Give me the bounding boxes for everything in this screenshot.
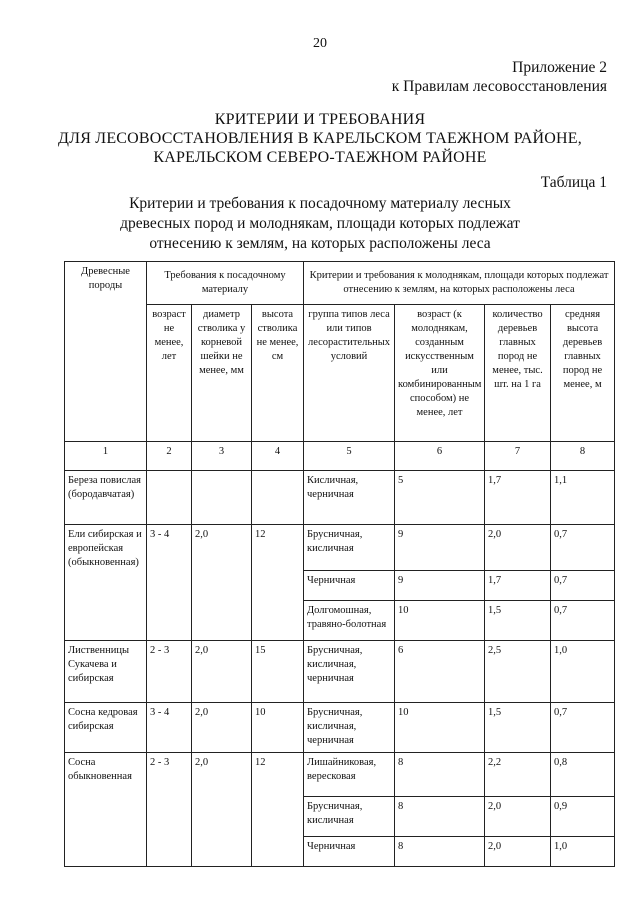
species-name: Лиственницы Сукачева и сибирская <box>65 641 147 703</box>
planting-diameter: 2,0 <box>192 753 252 867</box>
planting-age: 2 - 3 <box>147 753 192 867</box>
header-diameter: диаметр стволика у корневой шейки не менее, мм <box>192 305 252 442</box>
forest-type: Брусничная, кисличная, черничная <box>304 641 395 703</box>
tree-count: 2,0 <box>485 797 551 837</box>
table-row <box>65 641 615 703</box>
forest-type: Кисличная, черничная <box>304 471 395 525</box>
planting-age <box>147 471 192 525</box>
forest-type: Черничная <box>304 837 395 867</box>
planting-height: 10 <box>252 703 304 753</box>
species-name: Сосна обыкновенная <box>65 753 147 867</box>
column-number-row <box>65 442 615 471</box>
tree-count: 1,5 <box>485 703 551 753</box>
table-row <box>65 525 615 571</box>
forest-type: Брусничная, кисличная, черничная <box>304 703 395 753</box>
average-height: 1,0 <box>551 641 615 703</box>
planting-height: 12 <box>252 753 304 867</box>
header-young-age: возраст (к молоднякам, созданным искусственным или комбинированным способом) не менее, лет <box>395 305 485 442</box>
young-age: 10 <box>395 703 485 753</box>
forest-type: Лишайниковая, вересковая <box>304 753 395 797</box>
forest-type: Брусничная, кисличная <box>304 525 395 571</box>
annex-heading <box>392 58 607 96</box>
header-tree-count: количество деревьев главных пород не менее, тыс. шт. на 1 га <box>485 305 551 442</box>
average-height: 0,7 <box>551 703 615 753</box>
annex-line-2: к Правилам лесовосстановления <box>391 78 607 95</box>
young-age: 10 <box>395 601 485 641</box>
planting-height <box>252 471 304 525</box>
header-young-stands: Критерии и требования к молоднякам, площади которых подлежат отнесению к землям, на которых расположены леса <box>304 262 615 305</box>
tree-count: 2,2 <box>485 753 551 797</box>
forest-type: Долгомошная, травяно-болотная <box>304 601 395 641</box>
caption-line-2: древесных пород и молоднякам, площади которых подлежат <box>120 215 520 232</box>
forest-type: Черничная <box>304 571 395 601</box>
tree-count: 2,0 <box>485 525 551 571</box>
planting-age: 3 - 4 <box>147 703 192 753</box>
tree-count: 1,5 <box>485 601 551 641</box>
planting-diameter <box>192 471 252 525</box>
average-height: 0,8 <box>551 753 615 797</box>
table-row <box>65 703 615 753</box>
header-height: высота стволика не менее, см <box>252 305 304 442</box>
species-name: Сосна кедровая сибирская <box>65 703 147 753</box>
tree-count: 2,0 <box>485 837 551 867</box>
caption-line-3: отнесению к землям, на которых расположены леса <box>149 235 491 252</box>
table-row <box>65 753 615 797</box>
page-number: 20 <box>313 36 327 51</box>
average-height: 0,9 <box>551 797 615 837</box>
title-line-3: КАРЕЛЬСКОМ СЕВЕРО-ТАЕЖНОМ РАЙОНЕ <box>153 149 487 166</box>
header-age: возраст не менее, лет <box>147 305 192 442</box>
forest-type: Брусничная, кисличная <box>304 797 395 837</box>
young-age: 9 <box>395 571 485 601</box>
planting-height: 15 <box>252 641 304 703</box>
column-number: 8 <box>551 442 615 471</box>
header-row-groups <box>65 262 615 305</box>
column-number: 3 <box>192 442 252 471</box>
column-number: 1 <box>65 442 147 471</box>
header-forest-type: группа типов леса или типов лесорастительных условий <box>304 305 395 442</box>
caption-line-1: Критерии и требования к посадочному материалу лесных <box>129 195 511 212</box>
average-height: 0,7 <box>551 601 615 641</box>
title-line-2: ДЛЯ ЛЕСОВОССТАНОВЛЕНИЯ В КАРЕЛЬСКОМ ТАЕЖНОМ РАЙОНЕ, <box>58 130 582 147</box>
header-row-columns <box>65 305 615 442</box>
young-age: 8 <box>395 753 485 797</box>
column-number: 5 <box>304 442 395 471</box>
column-number: 4 <box>252 442 304 471</box>
planting-age: 2 - 3 <box>147 641 192 703</box>
young-age: 9 <box>395 525 485 571</box>
header-average-height: средняя высота деревьев главных пород не менее, м <box>551 305 615 442</box>
table-caption <box>0 194 640 254</box>
species-name: Береза повислая (бородавчатая) <box>65 471 147 525</box>
planting-height: 12 <box>252 525 304 641</box>
average-height: 0,7 <box>551 571 615 601</box>
average-height: 1,0 <box>551 837 615 867</box>
table-label: Таблица 1 <box>540 174 607 191</box>
column-number: 2 <box>147 442 192 471</box>
young-age: 8 <box>395 797 485 837</box>
document-title <box>0 110 640 167</box>
tree-count: 1,7 <box>485 571 551 601</box>
young-age: 8 <box>395 837 485 867</box>
column-number: 7 <box>485 442 551 471</box>
tree-count: 1,7 <box>485 471 551 525</box>
average-height: 0,7 <box>551 525 615 571</box>
planting-diameter: 2,0 <box>192 703 252 753</box>
tree-count: 2,5 <box>485 641 551 703</box>
planting-diameter: 2,0 <box>192 641 252 703</box>
average-height: 1,1 <box>551 471 615 525</box>
criteria-table <box>64 261 615 867</box>
species-name: Ели сибирская и европейская (обыкновенная) <box>65 525 147 641</box>
table-row <box>65 471 615 525</box>
young-age: 6 <box>395 641 485 703</box>
header-planting-material: Требования к посадочному материалу <box>147 262 304 305</box>
planting-age: 3 - 4 <box>147 525 192 641</box>
planting-diameter: 2,0 <box>192 525 252 641</box>
annex-line-1: Приложение 2 <box>512 59 607 76</box>
column-number: 6 <box>395 442 485 471</box>
header-species: Древесные породы <box>65 262 147 442</box>
title-line-1: КРИТЕРИИ И ТРЕБОВАНИЯ <box>214 111 426 128</box>
young-age: 5 <box>395 471 485 525</box>
